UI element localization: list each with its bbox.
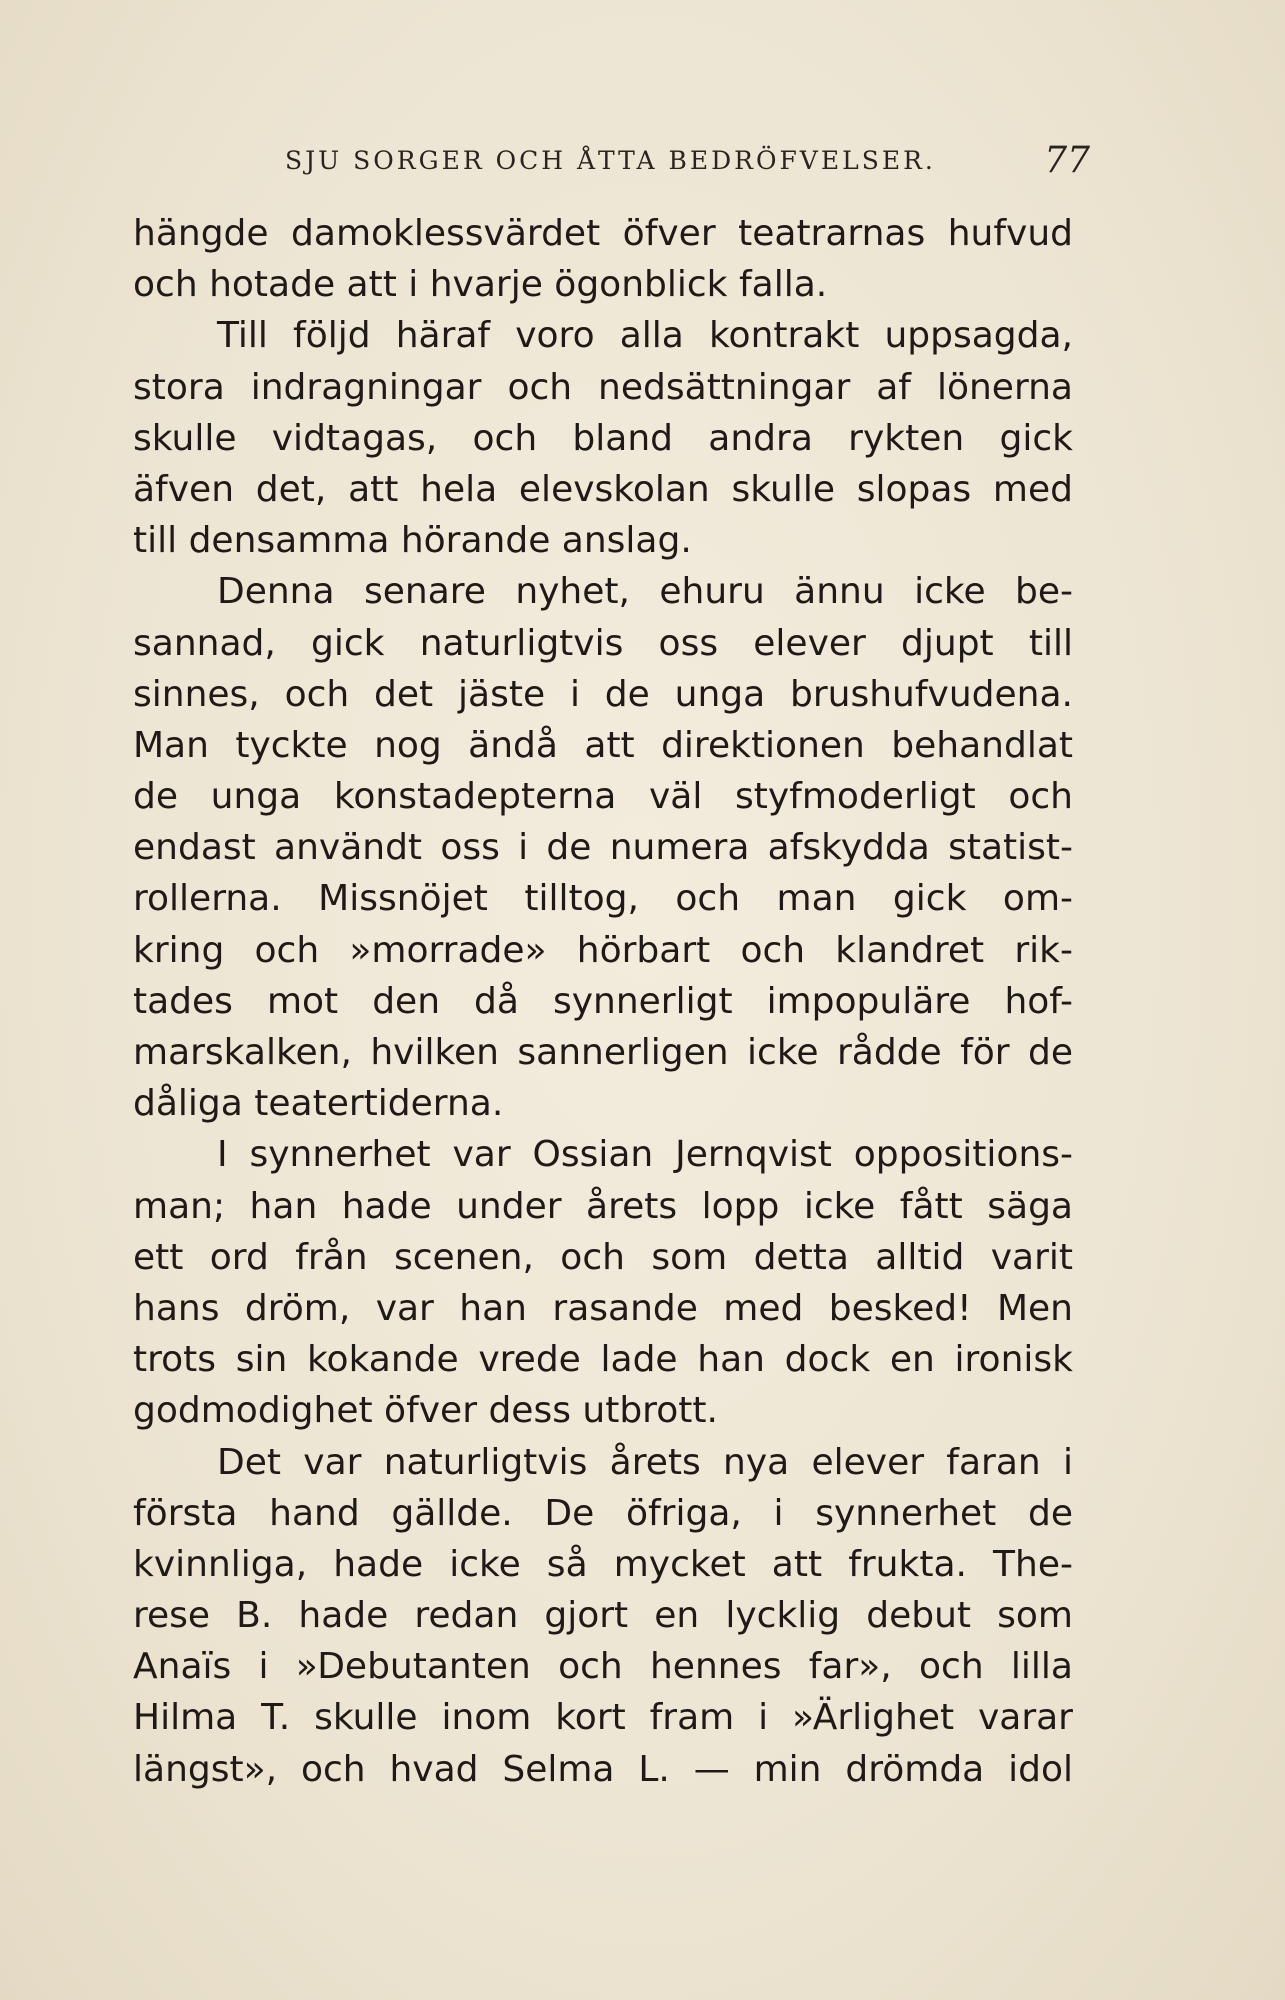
text-line: skulle vidtagas, och bland andra rykten gick [133,417,1073,459]
text-line: sannad, gick naturligtvis oss elever djupt till [133,622,1073,664]
text-line: hans dröm, var han rasande med besked! Men [133,1287,1073,1329]
text-line: rese B. hade redan gjort en lycklig debut som [133,1595,1073,1637]
text-line: marskalken, hvilken sannerligen icke rådde för de [133,1032,1073,1073]
text-line: de unga konstadepterna väl styfmoderligt och [133,776,1073,818]
text-line: man; han hade under årets lopp icke fått säga [133,1185,1073,1227]
text-line: I synnerhet var Ossian Jernqvist oppositions- [217,1134,1073,1176]
text-line: Man tyckte nog ändå att direktionen behandlat [133,724,1073,766]
text-line: endast användt oss i de numera afskydda statist- [133,827,1073,869]
text-line: Anaïs i »Debutanten och hennes far», och lilla [133,1646,1073,1688]
text-line: hängde damoklessvärdet öfver teatrarnas hufvud [133,213,1073,254]
text-line: och hotade att i hvarje ögonblick falla. [133,264,828,306]
text-line: stora indragningar och nedsättningar af lönerna [133,366,1073,408]
text-line: Till följd häraf voro alla kontrakt uppsagda, [217,315,1073,357]
text-line: till densamma hörande anslag. [133,520,692,562]
text-line: längst», och hvad Selma L. — min drömda idol [133,1748,1073,1790]
text-line: trots sin kokande vrede lade han dock en ironisk [133,1339,1073,1381]
text-line: sinnes, och det jäste i de unga brushufvudena. [133,673,1073,715]
running-head [285,136,1090,186]
body-text [133,208,1073,1795]
text-line: Denna senare nyhet, ehuru ännu icke be- [217,571,1073,613]
text-line: första hand gällde. De öfriga, i synnerhet de [133,1492,1073,1534]
text-line: äfven det, att hela elevskolan skulle slopas med [133,468,1073,510]
running-title: SJU SORGER OCH ÅTTA BEDRÖFVELSER. [285,146,936,175]
text-line: kvinnliga, hade icke så mycket att frukta. The- [133,1543,1073,1585]
text-line: godmodighet öfver dess utbrott. [133,1390,718,1432]
text-line: Det var naturligtvis årets nya elever faran i [217,1441,1073,1483]
text-line: ett ord från scenen, och som detta alltid varit [133,1236,1073,1278]
text-line: rollerna. Missnöjet tilltog, och man gick om- [133,878,1073,920]
text-line: Hilma T. skulle inom kort fram i »Ärlighet varar [133,1697,1073,1739]
text-line: kring och »morrade» hörbart och klandret rik- [133,929,1073,971]
page-number: 77 [1044,140,1090,181]
text-line: dåliga teatertiderna. [133,1083,504,1125]
text-line: tades mot den då synnerligt impopuläre hof- [133,980,1073,1022]
